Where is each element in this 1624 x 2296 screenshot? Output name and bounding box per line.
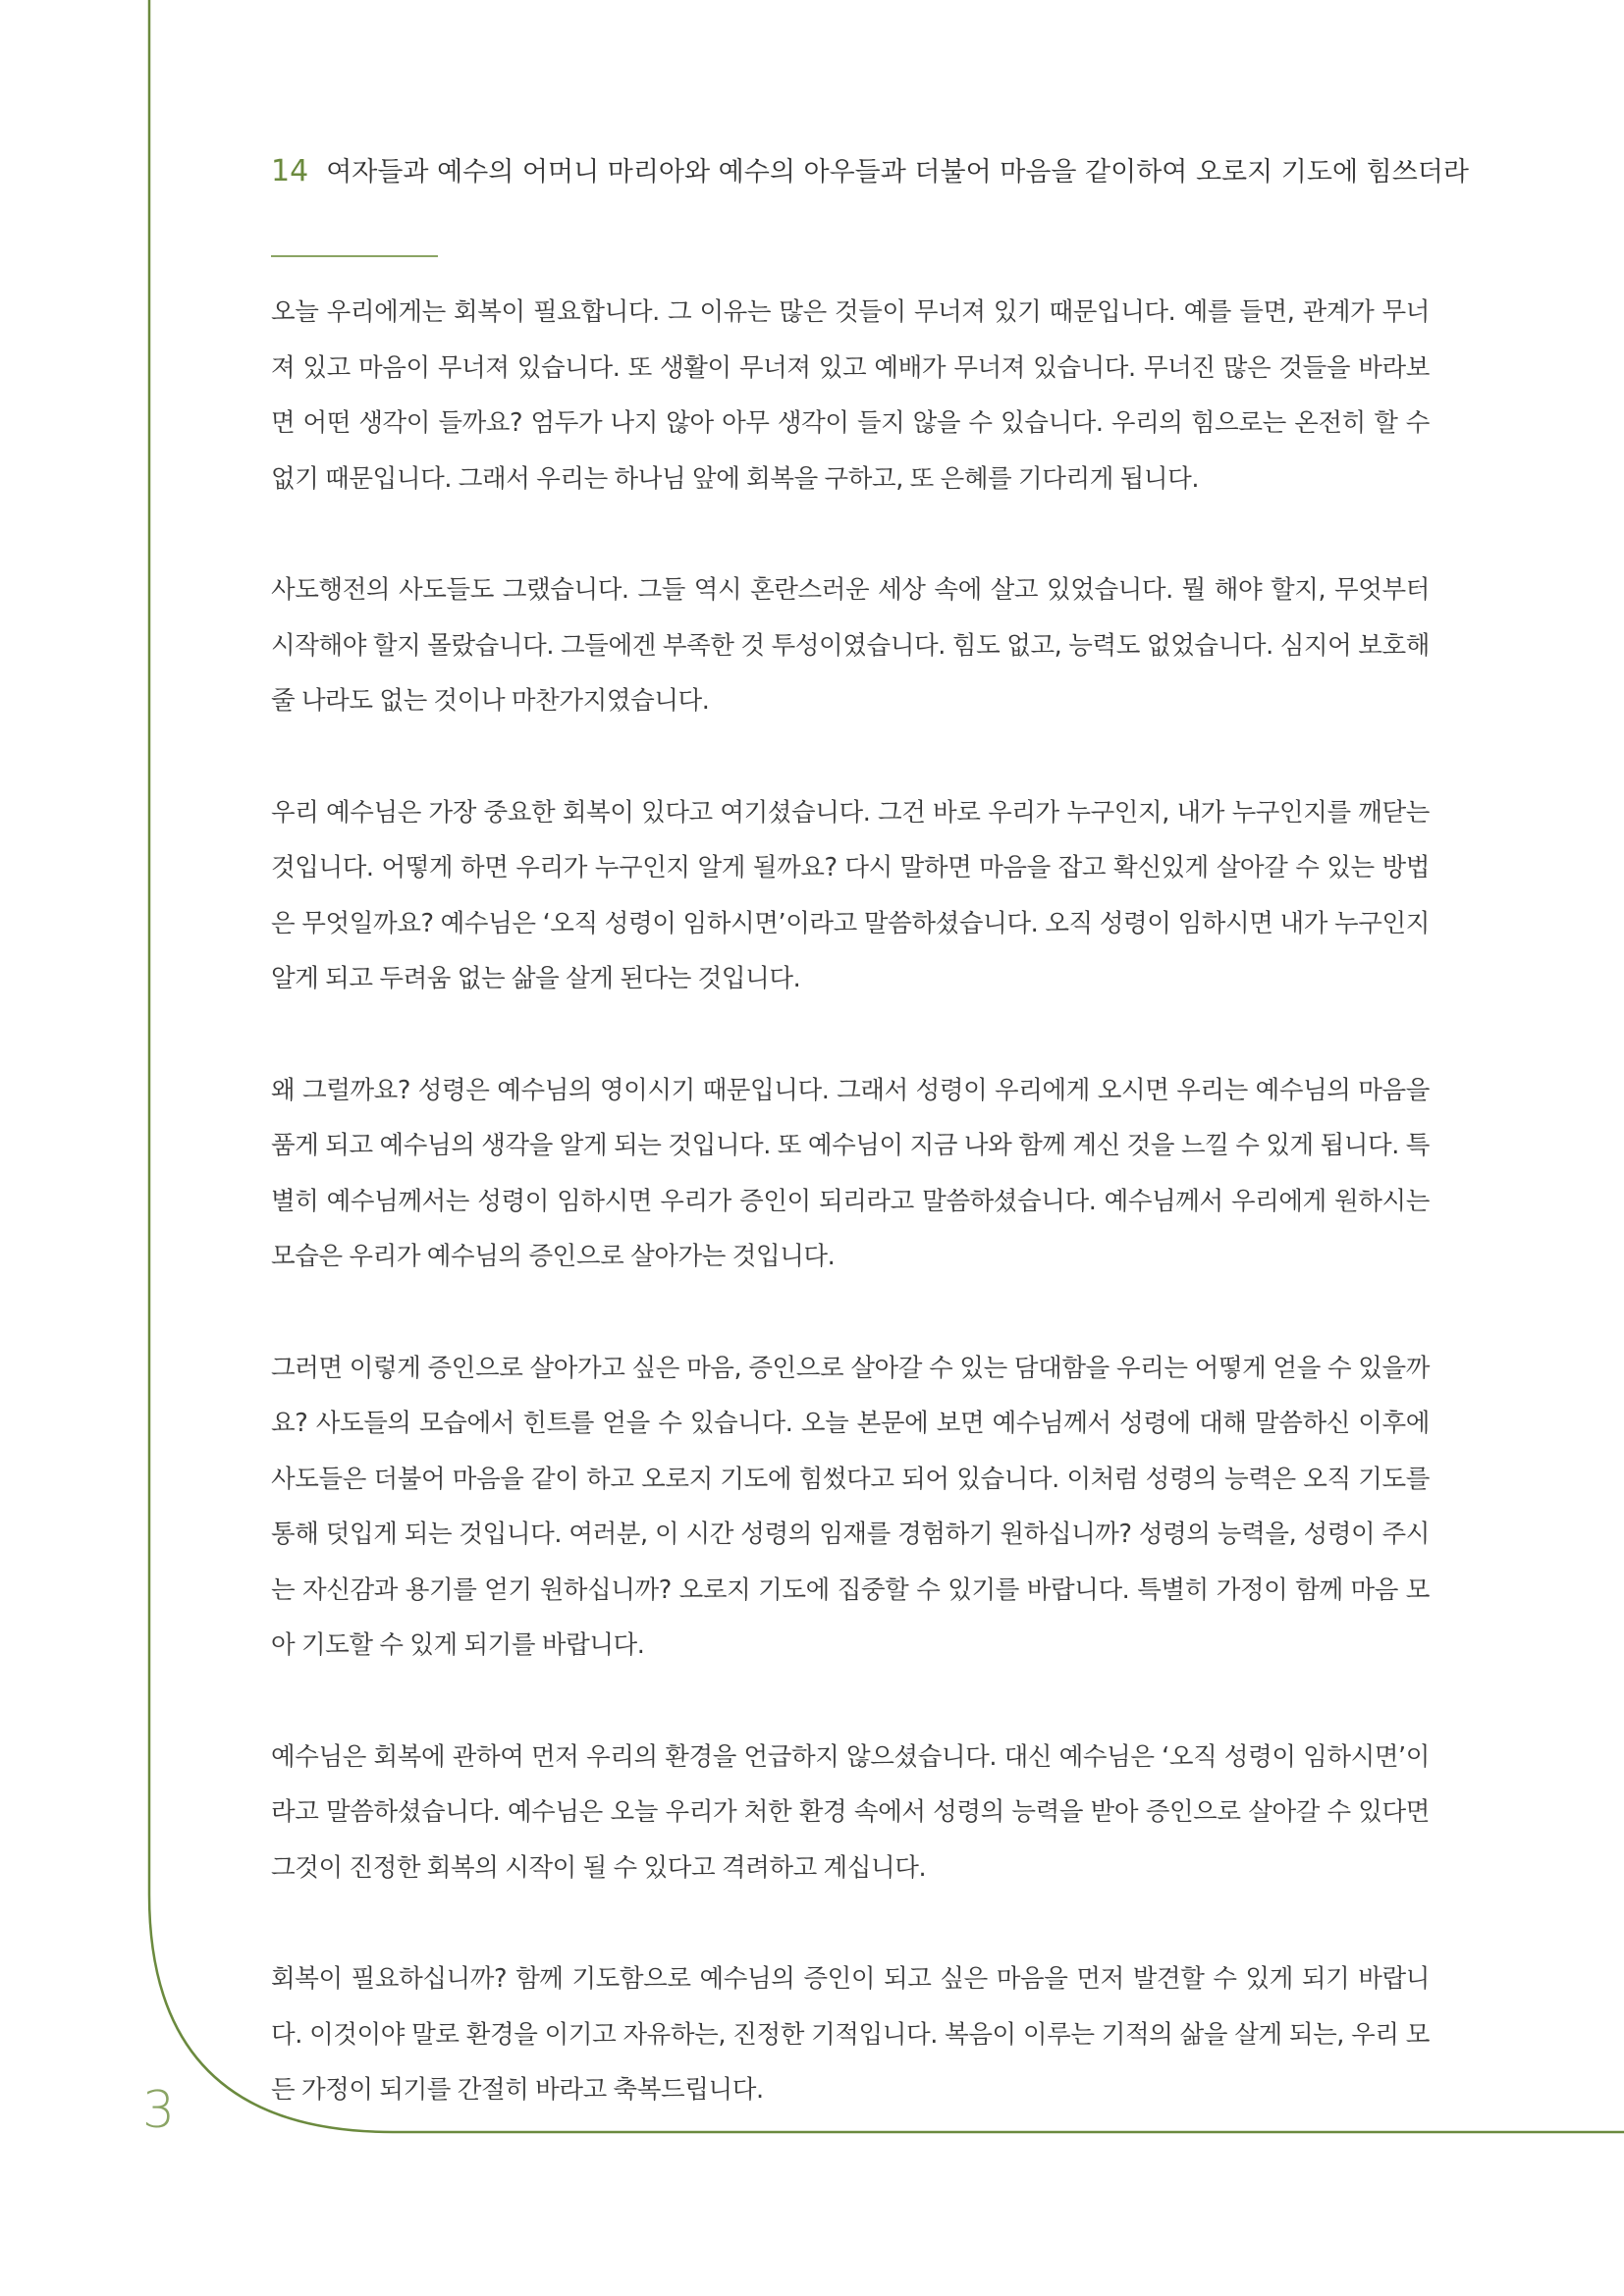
paragraph: 오늘 우리에게는 회복이 필요합니다. 그 이유는 많은 것들이 무너져 있기 때문입니다. 예를 들면, 관계가 무너져 있고 마음이 무너져 있습니다. 또 생활이 무너져 있고 예배가 무너져 있습니다. 무너진 많은 것들을 바라보면 어떤 생각이 들까요? 엄두가 나지 않아 아무 생각이 들지 않을 수 있습니다. 우리의 힘으로는 온전히 할 수 없기 때문입니다. 그래서 우리는 하나님 앞에 회복을 구하고, 또 은혜를 기다리게 됩니다. [271,297,1430,494]
verse-number: 14 [271,154,309,188]
article-body [271,285,1430,2174]
paragraph: 예수님은 회복에 관하여 먼저 우리의 환경을 언급하지 않으셨습니다. 대신 예수님은 ‘오직 성령이 임하시면’이라고 말씀하셨습니다. 예수님은 오늘 우리가 처한 환경 속에서 성령의 능력을 받아 증인으로 살아갈 수 있다면 그것이 진정한 회복의 시작이 될 수 있다고 격려하고 계십니다. [271,1741,1430,1883]
paragraph: 우리 예수님은 가장 중요한 회복이 있다고 여기셨습니다. 그건 바로 우리가 누구인지, 내가 누구인지를 깨닫는 것입니다. 어떻게 하면 우리가 누구인지 알게 될까요? 다시 말하면 마음을 잡고 확신있게 살아갈 수 있는 방법은 무엇일까요? 예수님은 ‘오직 성령이 임하시면’이라고 말씀하셨습니다. 오직 성령이 임하시면 내가 누구인지 알게 되고 두려움 없는 삶을 살게 된다는 것입니다. [271,797,1430,993]
paragraph: 회복이 필요하십니까? 함께 기도함으로 예수님의 증인이 되고 싶은 마음을 먼저 발견할 수 있게 되기 바랍니다. 이것이야 말로 환경을 이기고 자유하는, 진정한 기적입니다. 복음이 이루는 기적의 삶을 살게 되는, 우리 모든 가정이 되기를 간절히 바라고 축복드립니다. [271,1964,1430,2105]
page-number: 3 [142,2081,176,2140]
paragraph: 왜 그럴까요? 성령은 예수님의 영이시기 때문입니다. 그래서 성령이 우리에게 오시면 우리는 예수님의 마음을 품게 되고 예수님의 생각을 알게 되는 것입니다. 또 예수님이 지금 나와 함께 계신 것을 느낄 수 있게 됩니다. 특별히 예수님께서는 성령이 임하시면 우리가 증인이 되리라고 말씀하셨습니다. 예수님께서 우리에게 원하시는 모습은 우리가 예수님의 증인으로 살아가는 것입니다. [271,1075,1430,1271]
paragraph: 그러면 이렇게 증인으로 살아가고 싶은 마음, 증인으로 살아갈 수 있는 담대함을 우리는 어떻게 얻을 수 있을까요? 사도들의 모습에서 힌트를 얻을 수 있습니다. 오늘 본문에 보면 예수님께서 성령에 대해 말씀하신 이후에 사도들은 더불어 마음을 같이 하고 오로지 기도에 힘썼다고 되어 있습니다. 이처럼 성령의 능력은 오직 기도를 통해 덧입게 되는 것입니다. 여러분, 이 시간 성령의 임재를 경험하기 원하십니까? 성령의 능력을, 성령이 주시는 자신감과 용기를 얻기 원하십니까? 오로지 기도에 집중할 수 있기를 바랍니다. 특별히 가정이 함께 마음 모아 기도할 수 있게 되기를 바랍니다. [271,1353,1430,1660]
divider [271,255,438,257]
scripture-verse [271,147,1469,197]
verse-text: 여자들과 예수의 어머니 마리아와 예수의 아우들과 더불어 마음을 같이하여 오로지 기도에 힘쓰더라 [326,157,1469,187]
paragraph: 사도행전의 사도들도 그랬습니다. 그들 역시 혼란스러운 세상 속에 살고 있었습니다. 뭘 해야 할지, 무엇부터 시작해야 할지 몰랐습니다. 그들에겐 부족한 것 투성이였습니다. 힘도 없고, 능력도 없었습니다. 심지어 보호해 줄 나라도 없는 것이나 마찬가지였습니다. [271,575,1430,716]
